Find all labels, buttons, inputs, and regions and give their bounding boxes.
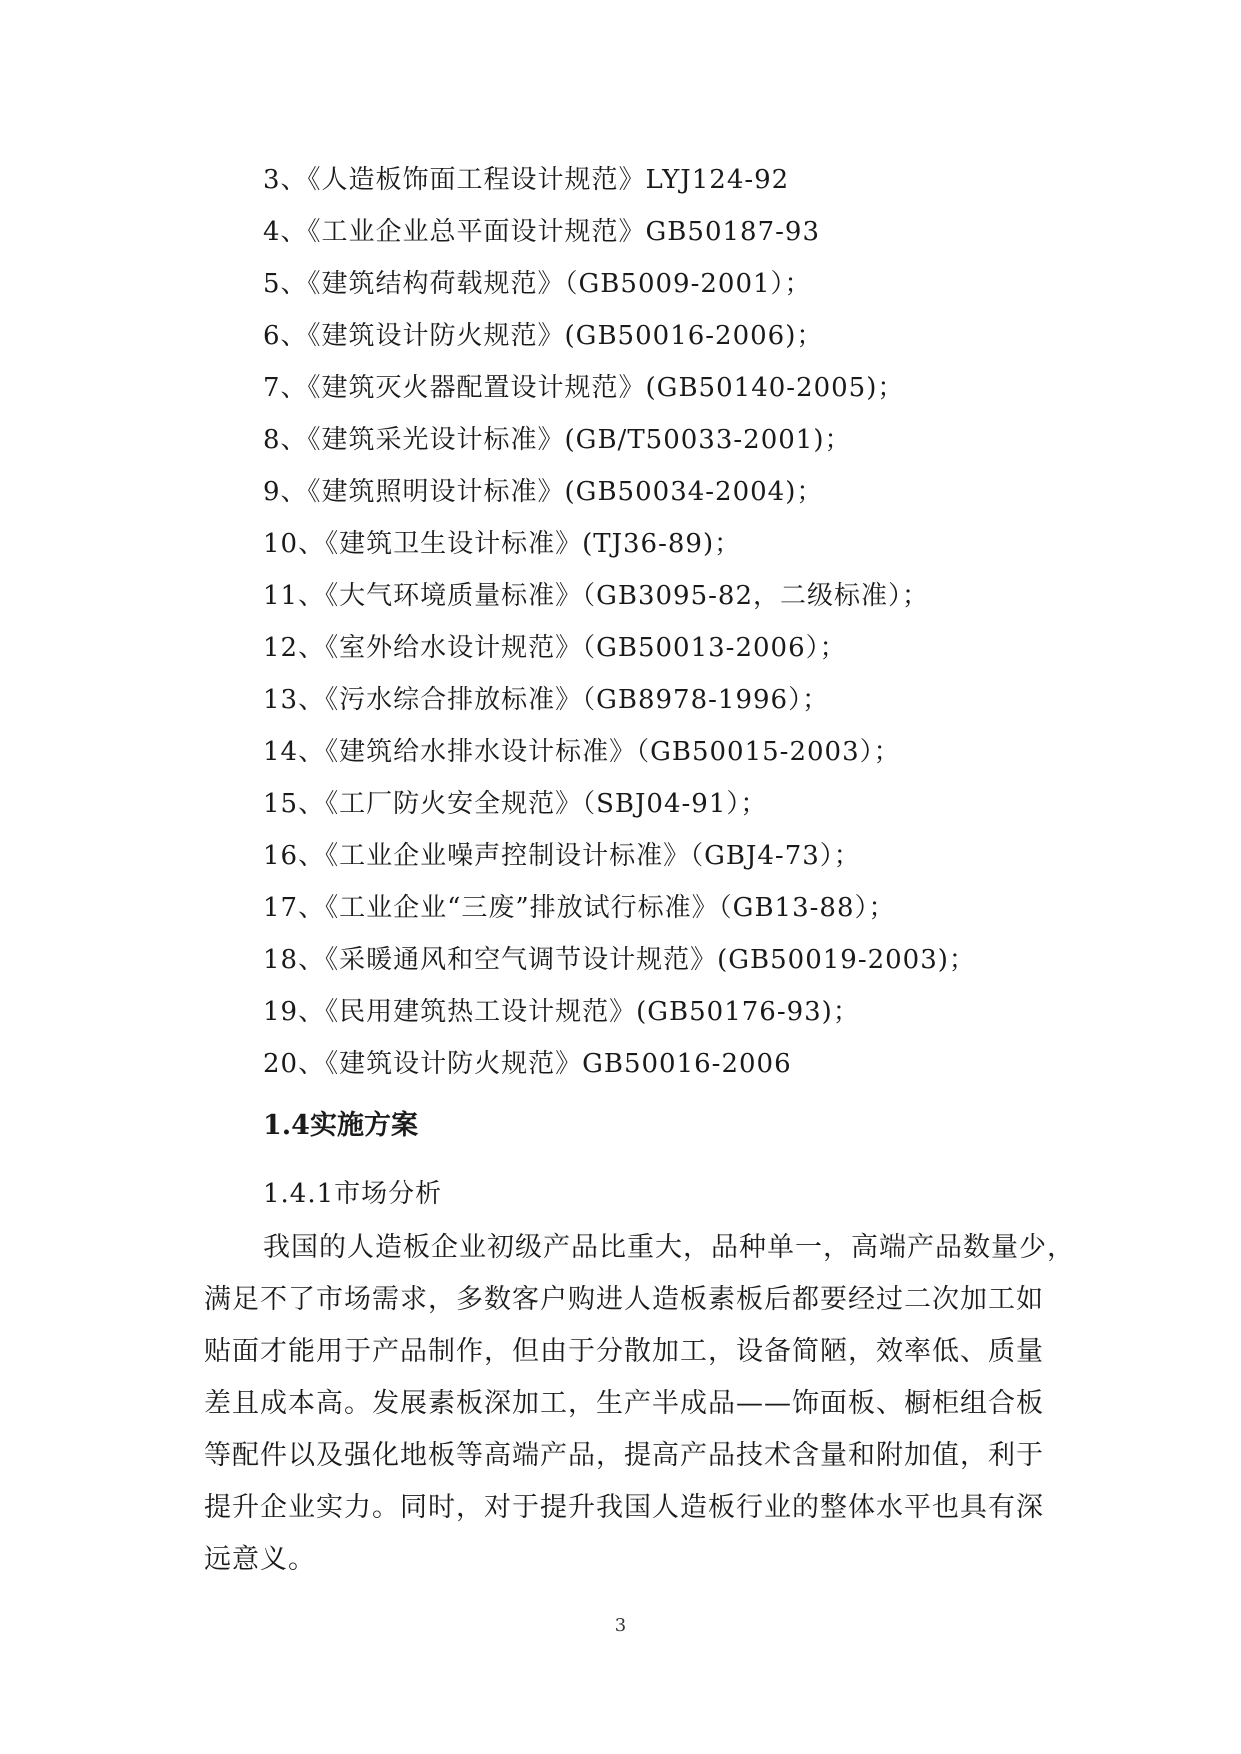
section-heading: 1.4实施方案	[263, 1110, 418, 1141]
reference-item: 13、《污水综合排放标准》（GB8978-1996）；	[263, 685, 830, 715]
reference-item: 8、《建筑采光设计标准》(GB/T50033-2001)；	[263, 425, 852, 455]
reference-item: 18、《采暖通风和空气调节设计规范》(GB50019-2003)；	[263, 945, 976, 975]
reference-item: 4、《工业企业总平面设计规范》GB50187-93	[263, 217, 820, 247]
paragraph-line: 满足不了市场需求，多数客户购进人造板素板后都要经过二次加工如	[204, 1284, 1044, 1315]
reference-item: 17、《工业企业“三废”排放试行标准》（GB13-88）；	[263, 893, 896, 923]
reference-list	[263, 154, 976, 1090]
reference-item: 9、《建筑照明设计标准》(GB50034-2004)；	[263, 477, 824, 507]
reference-item: 19、《民用建筑热工设计规范》(GB50176-93)；	[263, 997, 860, 1027]
reference-item: 11、《大气环境质量标准》（GB3095-82，二级标准）；	[263, 581, 929, 611]
reference-item: 14、《建筑给水排水设计标准》（GB50015-2003）；	[263, 737, 901, 767]
reference-item: 12、《室外给水设计规范》（GB50013-2006）；	[263, 633, 847, 663]
reference-item: 10、《建筑卫生设计标准》(TJ36-89)；	[263, 529, 742, 559]
paragraph-line: 差且成本高。发展素板深加工，生产半成品——饰面板、橱柜组合板	[204, 1388, 1044, 1419]
reference-item: 3、《人造板饰面工程设计规范》LYJ124-92	[263, 165, 790, 195]
paragraph-line: 贴面才能用于产品制作，但由于分散加工，设备简陋，效率低、质量	[204, 1336, 1044, 1367]
paragraph-line: 远意义。	[204, 1544, 316, 1575]
reference-item: 7、《建筑灭火器配置设计规范》(GB50140-2005)；	[263, 373, 905, 403]
body-paragraph	[204, 1222, 1084, 1586]
paragraph-line: 我国的人造板企业初级产品比重大，品种单一，高端产品数量少，	[263, 1232, 1075, 1263]
subsection-heading: 1.4.1市场分析	[263, 1179, 443, 1209]
reference-item: 20、《建筑设计防火规范》GB50016-2006	[263, 1049, 792, 1079]
paragraph-line: 提升企业实力。同时，对于提升我国人造板行业的整体水平也具有深	[204, 1492, 1044, 1523]
reference-item: 6、《建筑设计防火规范》(GB50016-2006)；	[263, 321, 824, 351]
page-number: 3	[614, 1615, 627, 1636]
reference-item: 16、《工业企业噪声控制设计标准》（GBJ4-73）；	[263, 841, 861, 871]
reference-item: 5、《建筑结构荷载规范》（GB5009-2001）；	[263, 269, 812, 299]
paragraph-line: 等配件以及强化地板等高端产品，提高产品技术含量和附加值，利于	[204, 1440, 1044, 1471]
reference-item: 15、《工厂防火安全规范》（SBJ04-91）；	[263, 789, 768, 819]
